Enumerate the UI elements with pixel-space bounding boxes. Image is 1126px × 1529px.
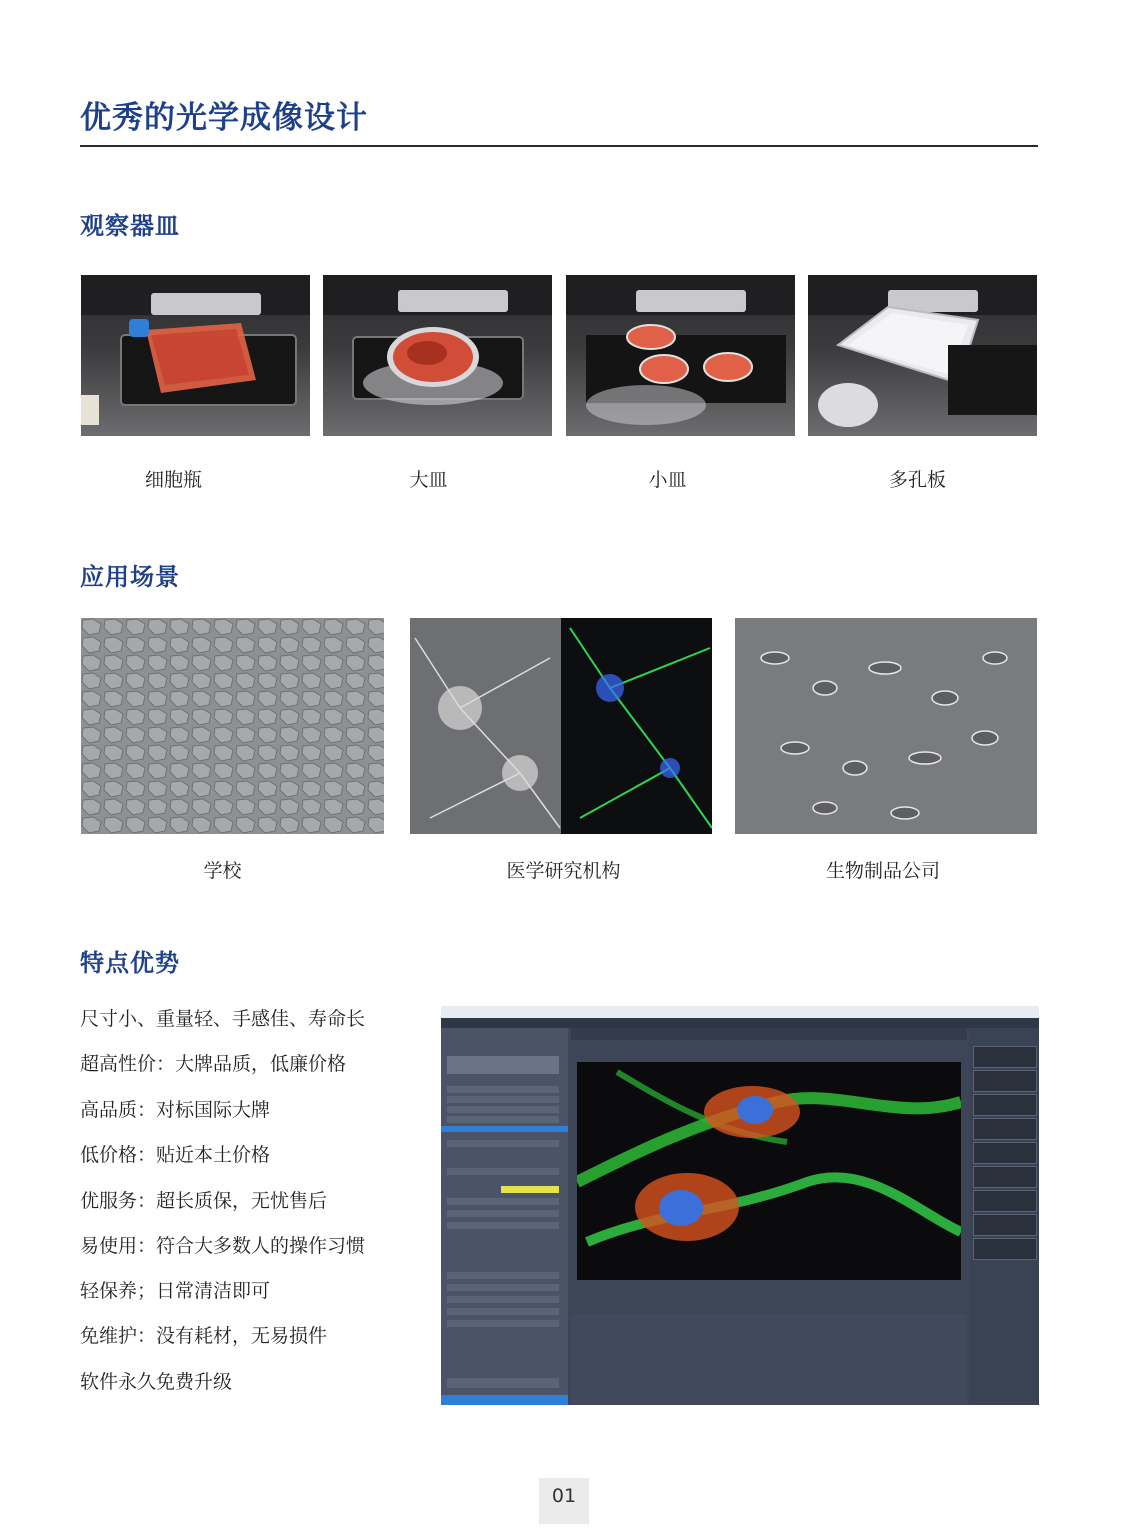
feature-item: 低价格：贴近本土价格	[80, 1144, 271, 1166]
feature-item: 易使用：符合大多数人的操作习惯	[80, 1235, 366, 1257]
software-image-tabs	[571, 1028, 967, 1040]
section-heading-features: 特点优势	[80, 949, 180, 977]
feature-item: 高品质：对标国际大牌	[80, 1099, 271, 1121]
feature-item: 免维护：没有耗材，无易损件	[80, 1325, 328, 1347]
thumbnail	[973, 1166, 1037, 1188]
feature-item: 优服务：超长质保，无忧售后	[80, 1190, 328, 1212]
thumbnail	[973, 1070, 1037, 1092]
software-image-viewer	[577, 1062, 961, 1280]
software-titlebar	[441, 1006, 1039, 1018]
section-heading-dishes: 观察器皿	[80, 212, 180, 240]
software-menubar	[441, 1018, 1039, 1028]
biotech-micrograph	[735, 618, 1037, 834]
software-screenshot	[441, 1006, 1039, 1405]
scenario-caption-1: 学校	[203, 860, 242, 882]
thumbnail	[973, 1094, 1037, 1116]
feature-item: 轻保养；日常清洁即可	[80, 1280, 271, 1302]
software-control-panel	[441, 1028, 568, 1405]
dish-caption-2: 大皿	[409, 469, 448, 491]
feature-item: 软件永久免费升级	[80, 1371, 233, 1393]
small-dish-photo	[566, 275, 795, 436]
page-number: 01	[539, 1478, 589, 1524]
thumbnail	[973, 1214, 1037, 1236]
software-bottom-panel	[571, 1314, 967, 1405]
dish-caption-4: 多孔板	[888, 469, 946, 491]
feature-item: 超高性价：大牌品质，低廉价格	[80, 1053, 347, 1075]
thumbnail	[973, 1238, 1037, 1260]
medical-research-micrograph	[410, 618, 712, 834]
thumbnail	[973, 1190, 1037, 1212]
scenario-caption-3: 生物制品公司	[825, 860, 940, 882]
dish-caption-3: 小皿	[648, 469, 687, 491]
feature-item: 尺寸小、重量轻、手感佳、寿命长	[80, 1008, 366, 1030]
thumbnail	[973, 1142, 1037, 1164]
thumbnail	[973, 1118, 1037, 1140]
culture-flask-photo	[81, 275, 310, 436]
page-title: 优秀的光学成像设计	[80, 100, 368, 136]
title-divider	[80, 145, 1038, 147]
thumbnail	[973, 1046, 1037, 1068]
scenario-caption-2: 医学研究机构	[506, 860, 621, 882]
school-micrograph	[81, 618, 384, 834]
section-heading-scenarios: 应用场景	[80, 563, 180, 591]
large-dish-photo	[323, 275, 552, 436]
dish-caption-1: 细胞瓶	[144, 469, 202, 491]
multiwell-plate-photo	[808, 275, 1037, 436]
